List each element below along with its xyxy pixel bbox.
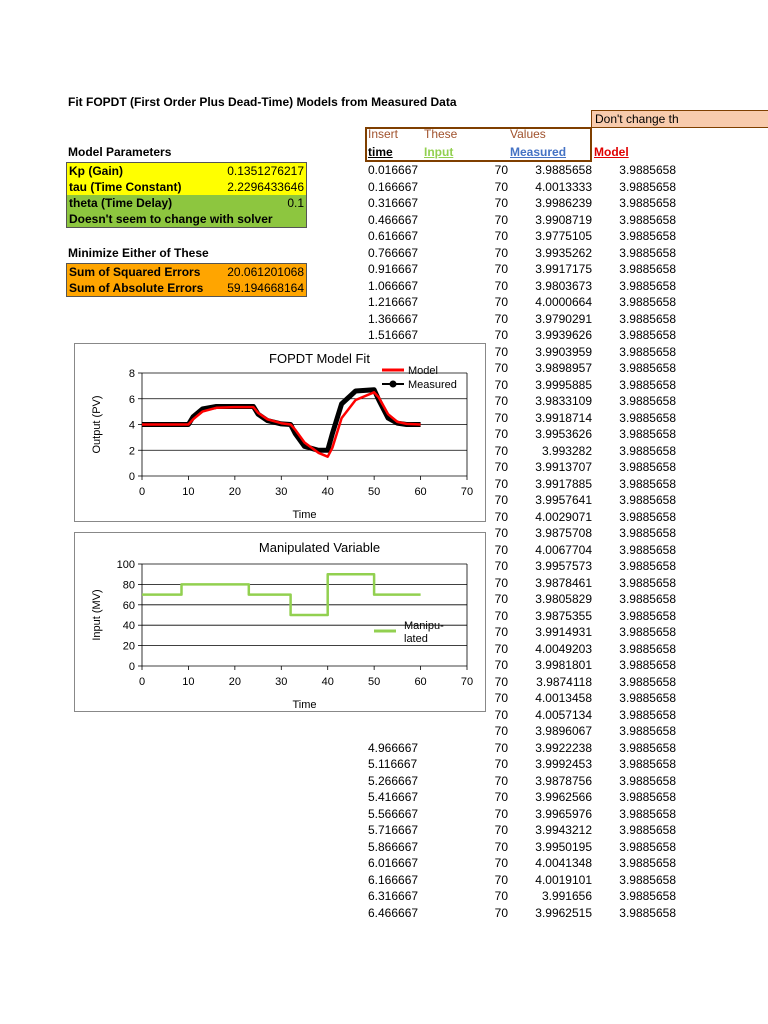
input-cell: 70 xyxy=(494,905,508,920)
param-note xyxy=(67,211,306,227)
model-cell: 3.9885658 xyxy=(619,575,676,590)
header-measured: Measured xyxy=(510,145,567,159)
param-label: tau (Time Constant) xyxy=(69,180,182,194)
model-cell: 3.9885658 xyxy=(619,526,676,540)
header-model: Model xyxy=(594,145,629,159)
input-cell: 70 xyxy=(494,856,508,870)
measured-cell: 3.9962566 xyxy=(535,790,592,804)
header-these: These xyxy=(424,127,458,141)
y-tick-label: 4 xyxy=(128,419,135,432)
param-label: Doesn't seem to change with solver xyxy=(69,212,273,226)
param-label: Kp (Gain) xyxy=(69,164,123,178)
model-cell: 3.9885658 xyxy=(619,691,676,705)
measured-cell: 4.0019101 xyxy=(535,872,592,887)
sae-value: 59.194668164 xyxy=(227,281,304,295)
model-cell: 3.9885658 xyxy=(619,608,676,623)
measured-cell: 4.0013458 xyxy=(535,691,592,705)
mv-chart xyxy=(74,532,486,712)
input-cell: 70 xyxy=(494,410,508,425)
model-parameters-block xyxy=(66,162,307,228)
input-cell: 70 xyxy=(494,724,508,738)
param-theta[interactable] xyxy=(67,195,306,211)
input-cell: 70 xyxy=(494,823,508,837)
page-title: Fit FOPDT (First Order Plus Dead-Time) Models from Measured Data xyxy=(68,95,457,109)
input-cell: 70 xyxy=(494,344,508,359)
model-cell: 3.9885658 xyxy=(619,427,676,441)
measured-cell: 4.0000664 xyxy=(535,295,592,309)
legend-label: Model xyxy=(408,365,438,377)
x-tick-label: 30 xyxy=(275,676,288,688)
x-tick-label: 70 xyxy=(460,676,474,688)
legend-label: Measured xyxy=(408,379,457,391)
model-cell: 3.9885658 xyxy=(619,410,676,425)
measured-cell: 3.9939626 xyxy=(535,328,592,342)
time-cell: 6.166667 xyxy=(368,872,419,887)
input-cell: 70 xyxy=(494,773,508,788)
time-cell: 0.766667 xyxy=(368,245,419,260)
model-cell: 3.9885658 xyxy=(619,905,676,920)
input-cell: 70 xyxy=(494,740,508,755)
x-tick-label: 50 xyxy=(368,676,381,688)
x-tick-label: 70 xyxy=(460,486,474,498)
model-cell: 3.9885658 xyxy=(619,707,676,722)
measured-cell: 3.9803673 xyxy=(535,278,592,293)
model-cell: 3.9885658 xyxy=(619,344,676,359)
input-cell: 70 xyxy=(494,328,508,342)
model-cell: 3.9885658 xyxy=(619,889,676,903)
x-tick-label: 0 xyxy=(138,676,146,688)
y-tick-label: 20 xyxy=(122,640,135,653)
model-cell: 3.9885658 xyxy=(619,641,676,656)
sae-row[interactable] xyxy=(67,280,306,296)
measured-cell: 3.9917885 xyxy=(535,476,592,491)
measured-cell: 3.9913707 xyxy=(535,460,592,474)
y-tick-label: 40 xyxy=(122,620,135,633)
measured-cell: 3.9962515 xyxy=(535,905,592,920)
input-cell: 70 xyxy=(494,575,508,590)
time-cell: 0.466667 xyxy=(368,212,419,227)
model-cell: 3.9885658 xyxy=(619,179,676,194)
model-cell: 3.9885658 xyxy=(619,493,676,507)
sse-value: 20.061201068 xyxy=(227,265,304,279)
x-tick-label: 10 xyxy=(182,676,195,688)
y-tick-label: 0 xyxy=(128,661,135,673)
x-axis-label: Time xyxy=(292,699,317,711)
model-cell: 3.9885658 xyxy=(619,625,676,639)
time-cell: 5.866667 xyxy=(368,839,419,854)
minimize-block xyxy=(66,263,307,297)
model-cell: 3.9885658 xyxy=(619,724,676,738)
measured-cell: 3.9805829 xyxy=(535,592,592,606)
input-cell: 70 xyxy=(494,245,508,260)
y-tick-label: 6 xyxy=(128,393,135,406)
input-cell: 70 xyxy=(494,625,508,639)
legend-label: lated xyxy=(404,633,428,645)
param-value: 0.1 xyxy=(287,196,304,210)
measured-cell: 3.993282 xyxy=(541,443,592,458)
measured-cell: 3.9943212 xyxy=(535,823,592,837)
input-cell: 70 xyxy=(494,163,508,177)
x-tick-label: 40 xyxy=(321,486,334,498)
model-cell: 3.9885658 xyxy=(619,163,676,177)
measured-cell: 4.0049203 xyxy=(535,641,592,656)
time-cell: 0.616667 xyxy=(368,229,419,243)
series-line xyxy=(142,574,421,615)
measured-cell: 4.0057134 xyxy=(535,707,592,722)
y-axis-label: Input (MV) xyxy=(91,589,103,641)
measured-cell: 4.0067704 xyxy=(535,542,592,557)
model-cell: 3.9885658 xyxy=(619,278,676,293)
model-cell: 3.9885658 xyxy=(619,790,676,804)
input-cell: 70 xyxy=(494,394,508,408)
input-cell: 70 xyxy=(494,427,508,441)
measured-cell: 3.991656 xyxy=(541,889,592,903)
measured-cell: 3.9957573 xyxy=(535,559,592,573)
time-cell: 5.416667 xyxy=(368,790,419,804)
input-cell: 70 xyxy=(494,542,508,557)
input-cell: 70 xyxy=(494,377,508,392)
measured-cell: 3.9965976 xyxy=(535,806,592,821)
input-cell: 70 xyxy=(494,691,508,705)
input-cell: 70 xyxy=(494,641,508,656)
measured-cell: 4.0013333 xyxy=(535,179,592,194)
time-cell: 5.716667 xyxy=(368,823,419,837)
input-cell: 70 xyxy=(494,278,508,293)
measured-cell: 3.9878756 xyxy=(535,773,592,788)
measured-cell: 3.9981801 xyxy=(535,658,592,672)
input-cell: 70 xyxy=(494,196,508,210)
model-cell: 3.9885658 xyxy=(619,872,676,887)
y-tick-label: 80 xyxy=(122,579,135,592)
measured-cell: 3.9953626 xyxy=(535,427,592,441)
chart-title: Manipulated Variable xyxy=(258,540,381,555)
measured-cell: 3.9950195 xyxy=(535,839,592,854)
model-cell: 3.9885658 xyxy=(619,856,676,870)
header-values: Values xyxy=(510,127,546,141)
input-cell: 70 xyxy=(494,559,508,573)
model-cell: 3.9885658 xyxy=(619,361,676,375)
model-cell: 3.9885658 xyxy=(619,559,676,573)
measured-cell: 3.9918714 xyxy=(535,410,592,425)
y-tick-label: 0 xyxy=(128,471,135,483)
param-tau[interactable] xyxy=(67,179,306,195)
measured-cell: 3.9922238 xyxy=(535,740,592,755)
model-cell: 3.9885658 xyxy=(619,674,676,689)
input-cell: 70 xyxy=(494,311,508,326)
time-cell: 0.016667 xyxy=(368,163,419,177)
model-cell: 3.9885658 xyxy=(619,394,676,408)
x-tick-label: 20 xyxy=(228,486,241,498)
model-cell: 3.9885658 xyxy=(619,229,676,243)
sse-row[interactable] xyxy=(67,264,306,280)
measured-cell: 3.9917175 xyxy=(535,262,592,276)
time-cell: 1.066667 xyxy=(368,278,419,293)
model-cell: 3.9885658 xyxy=(619,262,676,276)
time-cell: 5.266667 xyxy=(368,773,419,788)
input-cell: 70 xyxy=(494,592,508,606)
measured-cell: 3.9885658 xyxy=(535,163,592,177)
time-cell: 4.966667 xyxy=(368,740,419,755)
model-cell: 3.9885658 xyxy=(619,328,676,342)
param-value: 0.1351276217 xyxy=(227,164,304,178)
input-cell: 70 xyxy=(494,790,508,804)
model-cell: 3.9885658 xyxy=(619,823,676,837)
fopdt-chart-svg xyxy=(75,344,485,521)
param-value: 2.2296433646 xyxy=(227,180,304,194)
model-cell: 3.9885658 xyxy=(619,773,676,788)
model-cell: 3.9885658 xyxy=(619,658,676,672)
model-cell: 3.9885658 xyxy=(619,592,676,606)
x-tick-label: 40 xyxy=(321,676,334,688)
model-cell: 3.9885658 xyxy=(619,806,676,821)
warning-note: Don't change th xyxy=(591,110,768,128)
input-cell: 70 xyxy=(494,493,508,507)
model-cell: 3.9885658 xyxy=(619,542,676,557)
input-cell: 70 xyxy=(494,460,508,474)
header-insert: Insert xyxy=(368,127,399,141)
model-parameters-heading: Model Parameters xyxy=(68,145,172,159)
model-cell: 3.9885658 xyxy=(619,476,676,491)
measured-cell: 3.9833109 xyxy=(535,394,592,408)
measured-cell: 3.9874118 xyxy=(536,674,592,689)
input-cell: 70 xyxy=(494,526,508,540)
model-cell: 3.9885658 xyxy=(619,377,676,392)
measured-cell: 3.9957641 xyxy=(535,493,592,507)
input-cell: 70 xyxy=(494,806,508,821)
param-label: theta (Time Delay) xyxy=(69,196,173,210)
x-tick-label: 60 xyxy=(414,676,427,688)
measured-cell: 3.9995885 xyxy=(535,377,592,392)
model-cell: 3.9885658 xyxy=(619,311,676,326)
measured-cell: 3.9875708 xyxy=(535,526,592,540)
input-cell: 70 xyxy=(494,476,508,491)
fopdt-chart xyxy=(74,343,486,522)
model-cell: 3.9885658 xyxy=(619,740,676,755)
measured-cell: 4.0041348 xyxy=(535,856,592,870)
x-axis-label: Time xyxy=(292,509,317,521)
y-tick-label: 8 xyxy=(128,368,135,380)
model-cell: 3.9885658 xyxy=(619,839,676,854)
model-cell: 3.9885658 xyxy=(619,295,676,309)
legend-label: Manipu- xyxy=(404,620,444,632)
x-tick-label: 60 xyxy=(414,486,427,498)
time-cell: 5.116667 xyxy=(368,757,418,771)
model-cell: 3.9885658 xyxy=(619,212,676,227)
measured-cell: 3.9790291 xyxy=(535,311,592,326)
time-cell: 0.166667 xyxy=(368,179,419,194)
model-cell: 3.9885658 xyxy=(619,245,676,260)
input-cell: 70 xyxy=(494,608,508,623)
measured-cell: 3.9878461 xyxy=(535,575,592,590)
x-tick-label: 0 xyxy=(138,486,146,498)
measured-cell: 3.9896067 xyxy=(535,724,592,738)
measured-cell: 3.9914931 xyxy=(535,625,592,639)
model-cell: 3.9885658 xyxy=(619,757,676,771)
input-cell: 70 xyxy=(494,674,508,689)
input-cell: 70 xyxy=(494,295,508,309)
sae-label: Sum of Absolute Errors xyxy=(69,281,204,295)
measured-cell: 3.9875355 xyxy=(535,608,592,623)
legend-marker xyxy=(390,381,397,388)
measured-cell: 3.9992453 xyxy=(535,757,592,771)
input-cell: 70 xyxy=(494,212,508,227)
time-cell: 6.316667 xyxy=(368,889,419,903)
minimize-heading: Minimize Either of These xyxy=(68,246,209,260)
time-cell: 6.016667 xyxy=(368,856,419,870)
measured-cell: 3.9898957 xyxy=(535,361,592,375)
input-cell: 70 xyxy=(494,872,508,887)
time-cell: 1.366667 xyxy=(368,311,419,326)
chart-title: FOPDT Model Fit xyxy=(269,351,370,366)
y-tick-label: 100 xyxy=(116,559,135,571)
model-cell: 3.9885658 xyxy=(619,196,676,210)
header-time: time xyxy=(368,145,393,159)
input-cell: 70 xyxy=(494,889,508,903)
model-cell: 3.9885658 xyxy=(619,443,676,458)
measured-cell: 4.0029071 xyxy=(535,509,592,524)
y-tick-label: 2 xyxy=(128,445,135,458)
input-cell: 70 xyxy=(494,707,508,722)
time-cell: 1.216667 xyxy=(368,295,419,309)
input-cell: 70 xyxy=(494,839,508,854)
header-input: Input xyxy=(424,145,454,159)
input-cell: 70 xyxy=(494,757,508,771)
y-axis-label: Output (PV) xyxy=(91,395,103,454)
time-cell: 0.916667 xyxy=(368,262,419,276)
x-tick-label: 50 xyxy=(368,486,381,498)
input-cell: 70 xyxy=(494,229,508,243)
input-cell: 70 xyxy=(494,658,508,672)
input-cell: 70 xyxy=(494,509,508,524)
mv-chart-svg xyxy=(75,533,485,711)
time-cell: 6.466667 xyxy=(368,905,419,920)
measured-cell: 3.9935262 xyxy=(535,245,592,260)
input-cell: 70 xyxy=(494,179,508,194)
sse-label: Sum of Squared Errors xyxy=(69,265,201,279)
model-cell: 3.9885658 xyxy=(619,460,676,474)
measured-cell: 3.9775105 xyxy=(535,229,592,243)
input-cell: 70 xyxy=(494,443,508,458)
input-cell: 70 xyxy=(494,262,508,276)
measured-cell: 3.9903959 xyxy=(535,344,592,359)
x-tick-label: 10 xyxy=(182,486,195,498)
time-cell: 0.316667 xyxy=(368,196,419,210)
measured-cell: 3.9908719 xyxy=(535,212,592,227)
x-tick-label: 30 xyxy=(275,486,288,498)
input-cell: 70 xyxy=(494,361,508,375)
model-cell: 3.9885658 xyxy=(619,509,676,524)
time-cell: 5.566667 xyxy=(368,806,419,821)
time-cell: 1.516667 xyxy=(368,328,419,342)
measured-cell: 3.9986239 xyxy=(535,196,592,210)
param-kp[interactable] xyxy=(67,163,306,179)
y-tick-label: 60 xyxy=(122,599,135,612)
x-tick-label: 20 xyxy=(228,676,241,688)
